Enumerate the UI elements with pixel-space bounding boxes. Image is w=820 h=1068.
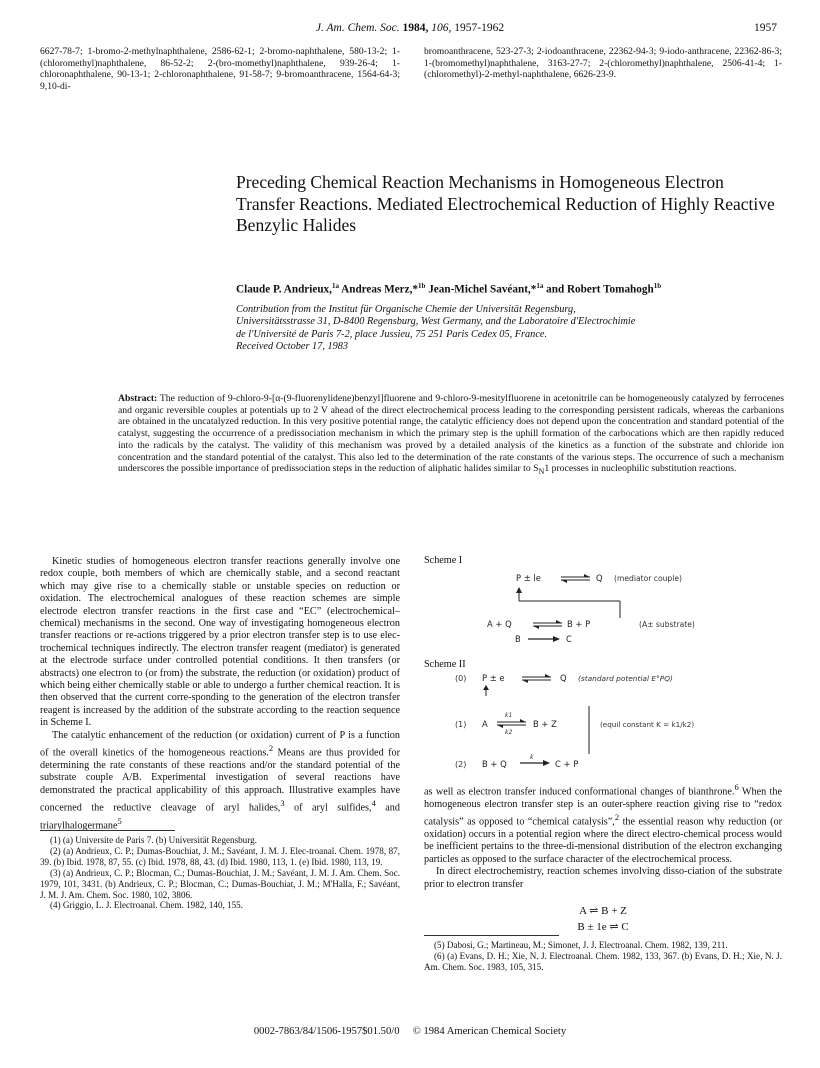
- scheme-1-line-2-left: A + Q: [487, 619, 512, 629]
- body-text: Means are thus provided for determining the rate constants of these reactions and/or the standard potential of the substrate couple A/B. Experimental investigation of several reactions have demonstrated the practical applicability of this approach. Illustrative examples have concerned the reductive cleavage of aryl halides,: [40, 747, 401, 814]
- reference-mark: 2: [614, 812, 620, 823]
- scheme-2-step-1-right: B + Z: [533, 719, 557, 729]
- equilibrium-arrow-icon: [533, 620, 562, 629]
- previous-article-keywords-right: bromoanthracene, 523-27-3; 2-iodoanthracene, 22362-94-3; 9-iodo-anthracene, 22362-86-3; 1-(bromomethyl)naphthalene, 3163-27-7; 2-(chloromethyl)naphthalene, 2506-41-4; 1-(chloromethyl)-2-methyl-naphthalene, 6626-23-9.: [424, 46, 782, 81]
- rate-constant: k: [530, 754, 534, 761]
- article-title: Preceding Chemical Reaction Mechanisms in Homogeneous Electron Transfer Reactions. Mediated Electrochemical Reduction of Highly Reactive Benzylic Halides: [236, 172, 775, 235]
- scheme-2-step-0-note: (standard potential E°PQ): [578, 674, 673, 683]
- footnote-divider: [40, 830, 175, 831]
- author-affiliation-mark: 1b: [417, 282, 426, 290]
- scheme-2-step-1-left: A: [482, 719, 488, 729]
- scheme-2-step-1-note: (equil constant K = k1/k2): [600, 720, 695, 729]
- footnote: (3) (a) Andrieux, C. P.; Blocman, C.; Dumas-Bouchiat, J. M.; Savéant, J. M. J. Am. Chem. Soc. 1979, 101, 3431. (b) Andrieux, C. P.; Blocman, C.; Dumas-Bouchiat, J. M.; M'Halla, F.; Savéant, J. M. J. Am. Chem. Soc. 1980, 102, 3806.: [40, 867, 400, 900]
- equation-electron-transfer: B ± 1e ⇌ C: [577, 921, 629, 933]
- abstract-subscript: N: [538, 467, 545, 477]
- author-affiliation-mark: 1a: [331, 282, 339, 290]
- reference-mark: 5: [117, 815, 122, 826]
- reference-mark: 3: [280, 798, 285, 809]
- body-right-column: [424, 781, 782, 891]
- equation-dissociation: A ⇌ B + Z: [579, 905, 627, 917]
- body-paragraph: Kinetic studies of homogeneous electron transfer reactions generally involve one redox couple, both members of which are chemically stable, and a second reactant which may give rise to a chemically stable or unstable species on reduction or oxidation. The electrochemical analogues of these reaction schemes are simple electrode electron transfer reactions in the first case and “EC” (electrochemical–chemical) mechanisms in the second. One way of investigating homogeneous electron transfer reactions or re-actions triggered by a prior electron transfer step is to use elec-trochemical techniques indirectly. The electron transfer reagent (mediator) is generated at the electrode surface under controlled potential conditions. It then transfers (or abstracts) one electron to (or from) the substrate, the reduction (or oxidation) product of which being either chemically stable or able to undergo a further chemical reaction. It is then observed that the current corre-sponding to the generation of the electron transfer reagent is increased by the addition of the substrate according to the reaction sequence in Scheme I.: [40, 556, 400, 729]
- journal-name: J. Am. Chem. Soc.: [315, 22, 400, 34]
- scheme-2-step-2-right: C + P: [555, 759, 579, 769]
- abstract-label: Abstract:: [118, 393, 158, 404]
- page-footer: [0, 1026, 820, 1037]
- footnote: (6) (a) Evans, D. H.; Xie, N. J. Electroanal. Chem. 1982, 133, 367. (b) Evans, D. H.; Xie, N. J. Am. Chem. Soc. 1983, 105, 315.: [424, 950, 782, 972]
- scheme-2-step-1-number: (1): [455, 720, 467, 729]
- footnote-divider: [424, 935, 559, 936]
- scheme-1-line-2-right: B + P: [567, 619, 591, 629]
- author-affiliation-mark: 1a: [536, 282, 544, 290]
- scheme-2-step-0-left: P ± e: [482, 673, 505, 683]
- regeneration-loop-arrow-icon: [483, 685, 489, 696]
- journal-pages: 1957-1962: [454, 22, 505, 34]
- abstract-text: The reduction of 9-chloro-9-[α-(9-fluorenylidene)benzyl]fluorene and 9-chloro-9-mesitylfluorene in acetonitrile can be homogeneously catalyzed by ferrocenes and organic reversible couples at potentials up to 2 V ahead of the direct electrochemical process leading to the corresponding persistent radicals, whereas the carbanions are obtained in the uncatalyzed reduction. In this very positive potential range, the catalytic efficiency does not depend upon the concentration and standard potential of the catalyst, suggesting the occurrence of a predissociation mechanism in which the primary step is the uphill formation of the carbocations which are then rapidly reduced into the radicals by the catalyst. The validity of this mechanism was proved by a detailed analysis of the kinetics as a function of the substrate and chloride ion concentration and the standard potential of the catalyst. This also led to the determination of the rate constants of the various steps. The occurrence of such a mechanism underscores the possible importance of predissociation steps in the reduction of aliphatic halides similar to S: [118, 393, 784, 475]
- regeneration-loop-arrow-icon: [516, 587, 620, 618]
- reference-mark: 2: [268, 743, 274, 754]
- running-head: [0, 22, 820, 38]
- body-text: as well as electron transfer induced conformational changes of bianthrone.: [424, 786, 735, 798]
- author-name: Jean-Michel Savéant,*: [428, 283, 537, 296]
- copyright: © 1984 American Chemical Society: [412, 1026, 567, 1037]
- body-text: When the homogeneous electron transfer step is an outer-sphere reaction giving rise to “redox catalysis” as opposed to “chemical catalysis”,: [424, 786, 782, 828]
- scheme-1-line-1-right: Q: [596, 573, 603, 583]
- body-text: and triarylhalogermane: [40, 802, 400, 832]
- scheme-1-diagram: [424, 566, 782, 658]
- rate-constant-forward: k1: [505, 712, 513, 719]
- equilibrium-arrow-icon: [497, 719, 526, 728]
- reference-mark: 4: [371, 798, 376, 809]
- abstract-text-end: 1 processes in nucleophilic substitution reactions.: [544, 463, 737, 475]
- scheme-1-line-3-right: C: [566, 634, 572, 644]
- affiliation-line: Universitätsstrasse 31, D-8400 Regensburg, West Germany, and the Laboratoire d'Electrochimie: [236, 316, 636, 328]
- author-name: Andreas Merz,*: [341, 283, 418, 296]
- body-paragraph: In direct electrochemistry, reaction schemes involving disso-ciation of the substrate prior to electron transfer: [424, 866, 782, 890]
- scheme-1-line-1-left: P ± le: [516, 573, 541, 583]
- body-paragraph: [424, 781, 782, 866]
- author-name: Claude P. Andrieux,: [236, 283, 332, 296]
- affiliation-line: de l'Université de Paris 7-2, place Jussieu, 75 251 Paris Cedex 05, France.: [236, 328, 548, 340]
- equilibrium-arrow-icon: [561, 574, 590, 583]
- footnote: (5) Dabosi, G.; Martineau, M.; Simonet, J. J. Electroanal. Chem. 1982, 139, 211.: [434, 940, 728, 950]
- footnotes-right: [424, 935, 782, 973]
- scheme-2-diagram: [424, 668, 782, 776]
- author-affiliation-mark: 1b: [653, 282, 662, 290]
- running-head-journal: [0, 22, 820, 34]
- received-date: Received October 17, 1983: [236, 341, 349, 353]
- affiliation-block: [236, 304, 781, 354]
- page-number: 1957: [754, 22, 777, 34]
- affiliation-line: Contribution from the Institut für Organische Chemie der Universität Regensburg,: [236, 304, 576, 315]
- scheme-2-step-2-number: (2): [455, 760, 467, 769]
- footnotes-left: [40, 830, 400, 911]
- journal-volume: 106,: [431, 22, 452, 34]
- scheme-2-step-0-number: (0): [455, 674, 467, 683]
- scheme-2-label: Scheme II: [424, 659, 466, 670]
- scheme-2-step-0-right: Q: [560, 673, 567, 683]
- scheme-1-label: Scheme I: [424, 555, 463, 566]
- footnote: (1) (a) Universite de Paris 7. (b) Universität Regensburg.: [50, 835, 257, 845]
- abstract: [118, 393, 784, 478]
- reaction-arrow-icon: [528, 636, 560, 642]
- scheme-2-step-2-left: B + Q: [482, 759, 507, 769]
- body-paragraph: [40, 730, 400, 833]
- author-name: and Robert Tomahogh: [546, 283, 654, 296]
- body-text: the essential reason why reduction (or oxidation) occurs in a potential region where the direct electro-chemical process would be inefficient pertains to the three-di-mensional distribution of the electron exchanging particles as opposed to the surface character of the electrochemical process.: [424, 816, 782, 865]
- body-text: of aryl sulfides,: [284, 802, 372, 814]
- reaction-arrow-icon: [520, 760, 550, 766]
- equilibrium-arrow-icon: [522, 674, 551, 683]
- scheme-1-line-3-left: B: [515, 634, 521, 644]
- body-text: The catalytic enhancement of the reduction (or oxidation) current of P is a function of the overall kinetics of the homogeneous reactions.: [40, 729, 400, 759]
- article-code: 0002-7863/84/1506-1957$01.50/0: [253, 1026, 400, 1037]
- rate-constant-reverse: k2: [505, 729, 513, 736]
- reference-mark: 6: [734, 782, 739, 792]
- journal-year: 1984,: [402, 22, 429, 34]
- previous-article-keywords-left: 6627-78-7; 1-bromo-2-methylnaphthalene, 2586-62-1; 2-bromo-naphthalene, 580-13-2; 1-(chloromethyl)naphthalene, 86-52-2; 2-(bro-momethyl)naphthalene, 939-26-4; 1-chloronaphthalene, 90-13-1; 2-chloronaphthalene, 91-58-7; 9-bromoanthracene, 1564-64-3; 9,10-di-: [40, 46, 400, 92]
- body-left-column: [40, 556, 400, 833]
- scheme-1-line-1-note: (mediator couple): [614, 574, 682, 583]
- footnote: (2) (a) Andrieux, C. P.; Dumas-Bouchiat, J. M.; Savéant, J. M. J. Elec-troanal. Chem. 1978, 87, 39. (b) Ibid. 1978, 87, 55. (c) Ibid. 1978, 88, 43. (d) Ibid. 1980, 113, 1. (e) Ibid. 1980, 113, 19.: [40, 845, 400, 867]
- footnote: (4) Griggio, L. J. Electroanal. Chem. 1982, 140, 155.: [50, 900, 243, 911]
- author-list: [236, 282, 781, 296]
- scheme-1-line-2-note: (A± substrate): [639, 620, 695, 629]
